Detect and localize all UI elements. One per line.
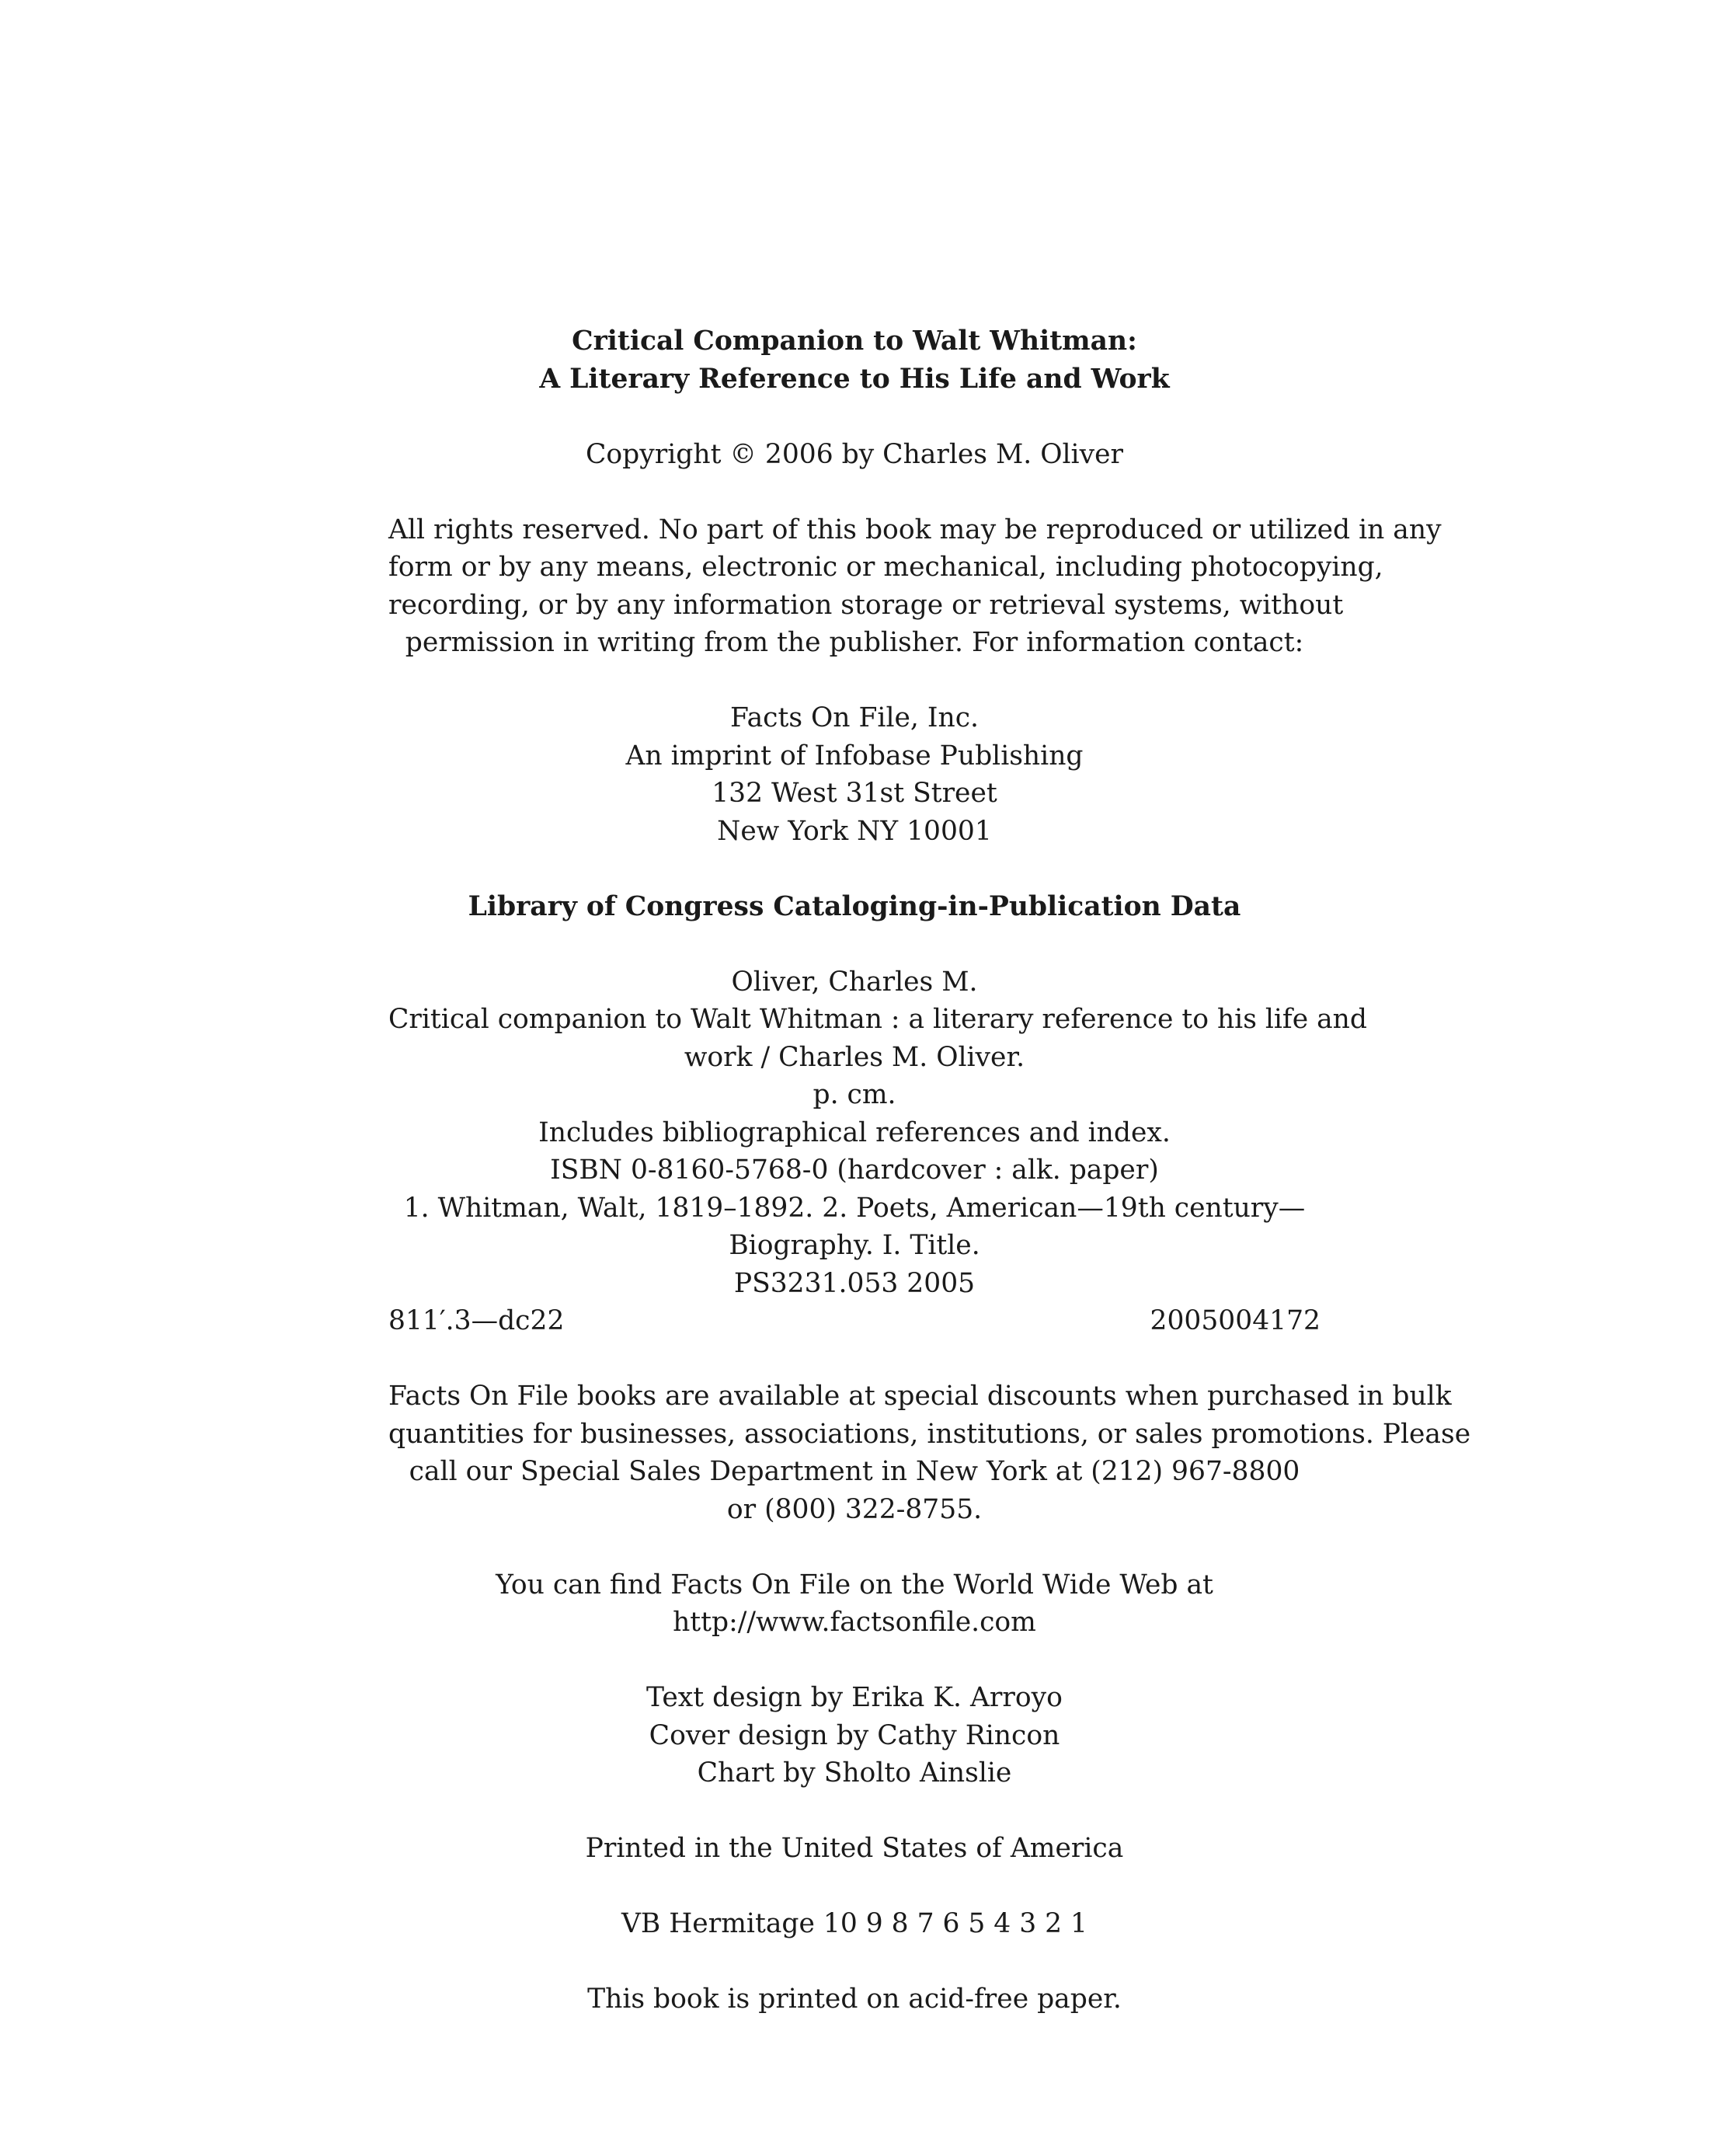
publisher-line: 132 West 31st Street: [712, 778, 997, 809]
rights-statement: [388, 511, 1442, 662]
book-title: [388, 322, 1321, 398]
printing-line: VB Hermitage 10 9 8 7 6 5 4 3 2 1: [621, 1908, 1088, 1939]
credit-line: Text design by Erika K. Arroyo: [646, 1682, 1063, 1713]
publisher-line: New York NY 10001: [717, 815, 992, 847]
sales-line: quantities for businesses, associations, institutions, or sales promotions. Please: [388, 1418, 1471, 1450]
cip-line: 1. Whitman, Walt, 1819–1892. 2. Poets, American—19th century—: [403, 1192, 1306, 1224]
cip-line: p. cm.: [813, 1079, 896, 1110]
special-sales: [388, 1378, 1471, 1528]
title-line-2: A Literary Reference to His Life and Work: [539, 363, 1170, 395]
printed-in: [388, 1830, 1321, 1868]
cip-line: work / Charles M. Oliver.: [684, 1041, 1025, 1073]
cip-class-row: [388, 1302, 1321, 1340]
title-line-1: Critical Companion to Walt Whitman:: [572, 326, 1137, 357]
copyright-page: [388, 322, 1471, 2056]
publisher-address: [388, 699, 1321, 850]
sales-line: Facts On File books are available at special discounts when purchased in bulk: [388, 1381, 1452, 1412]
cip-line: PS3231.053 2005: [733, 1267, 976, 1299]
cip-record: [388, 963, 1367, 1340]
cip-heading: Library of Congress Cataloging-in-Publication Data: [468, 890, 1241, 922]
publisher-line: An imprint of Infobase Publishing: [625, 740, 1084, 771]
paper-line: This book is printed on acid-free paper.: [587, 1984, 1122, 2015]
cip-line: Oliver, Charles M.: [731, 966, 978, 998]
cip-line: Includes bibliographical references and index.: [538, 1116, 1171, 1148]
cip-line: ISBN 0-8160-5768-0 (hardcover : alk. paper): [550, 1155, 1159, 1186]
rights-line: All rights reserved. No part of this book may be reproduced or utilized in any: [388, 514, 1442, 545]
web-line: You can find Facts On File on the World Wide Web at: [496, 1569, 1213, 1600]
sales-line: call our Special Sales Department in New York at (212) 967-8800: [409, 1456, 1300, 1487]
printed-line: Printed in the United States of America: [585, 1833, 1124, 1864]
web-url: http://www.factsonfile.com: [673, 1607, 1036, 1638]
design-credits: [388, 1679, 1321, 1792]
rights-line: form or by any means, electronic or mechanical, including photocopying,: [388, 552, 1383, 583]
rights-line: permission in writing from the publisher. For information contact:: [405, 627, 1304, 658]
paper-notice: [388, 1980, 1321, 2018]
cip-heading-block: [388, 888, 1321, 926]
printing-line-block: [388, 1905, 1321, 1943]
copyright-notice: [388, 436, 1321, 474]
web-info: [388, 1566, 1321, 1642]
credit-line: Chart by Sholto Ainslie: [697, 1757, 1012, 1789]
lccn: 2005004172: [1150, 1305, 1321, 1336]
credit-line: Cover design by Cathy Rincon: [649, 1719, 1060, 1751]
rights-line: recording, or by any information storage or retrieval systems, without: [388, 589, 1344, 621]
publisher-line: Facts On File, Inc.: [730, 702, 979, 733]
cip-line: Critical companion to Walt Whitman : a literary reference to his life and: [388, 1004, 1367, 1035]
copyright-line: Copyright © 2006 by Charles M. Oliver: [586, 438, 1123, 470]
class-number: 811′.3—dc22: [388, 1305, 565, 1336]
cip-line: Biography. I. Title.: [729, 1230, 980, 1261]
sales-line: or (800) 322-8755.: [726, 1493, 983, 1525]
